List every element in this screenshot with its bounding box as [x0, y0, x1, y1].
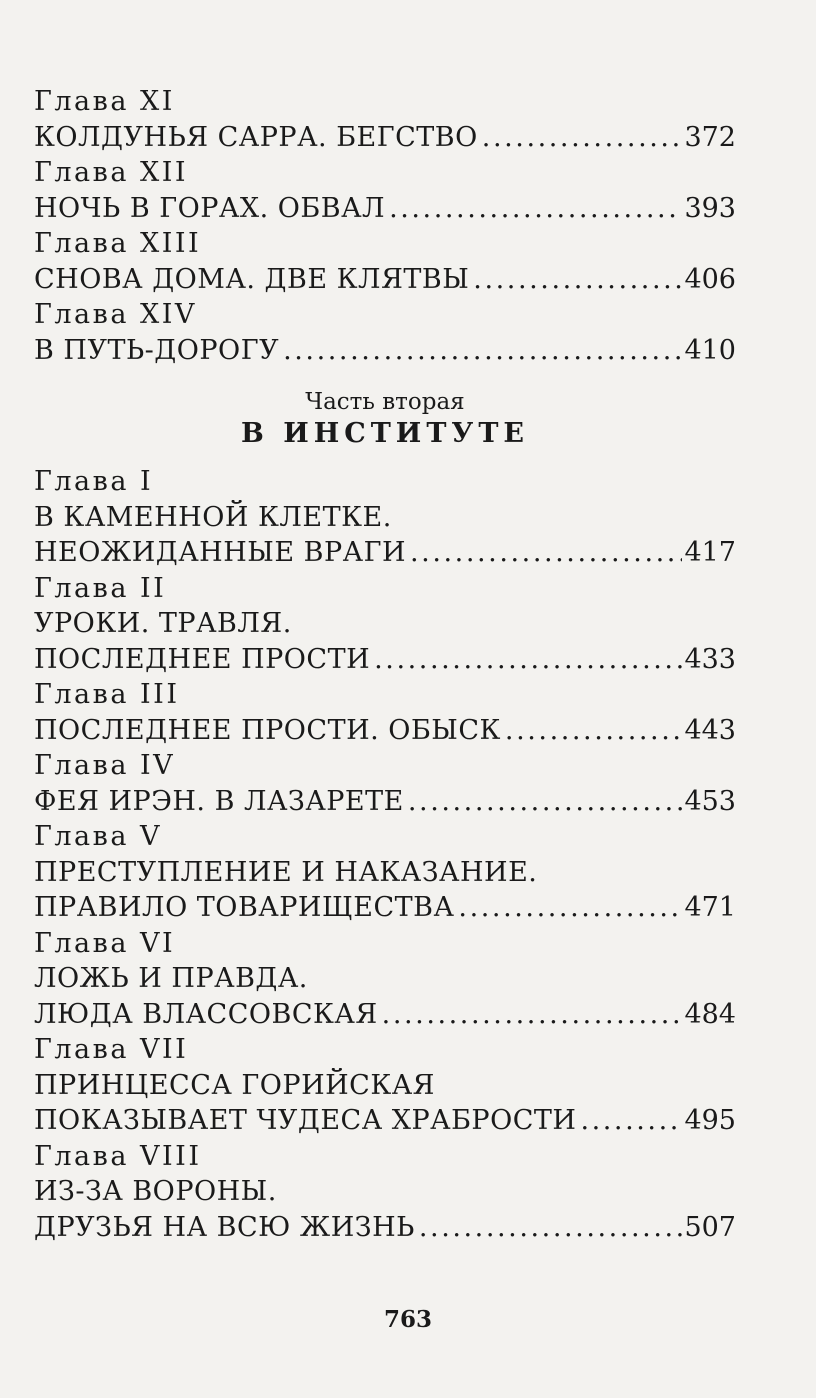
toc-entry	[34, 535, 736, 571]
part-two-entries	[34, 464, 736, 1245]
toc-entry	[34, 890, 736, 926]
page-ref: 410	[684, 334, 736, 366]
chapter-heading: Глава II	[34, 572, 167, 604]
page-ref: 417	[684, 537, 736, 568]
toc-entry	[34, 262, 736, 298]
chapter-title: ПРАВИЛО ТОВАРИЩЕСТВА	[34, 892, 455, 923]
chapter-title: ФЕЯ ИРЭН. В ЛАЗАРЕТЕ	[34, 785, 404, 817]
page-ref: 484	[684, 998, 736, 1030]
dot-leader	[385, 191, 682, 227]
toc-entry	[34, 784, 736, 820]
chapter-title: ПОСЛЕДНЕЕ ПРОСТИ	[34, 643, 371, 675]
dot-leader	[454, 890, 682, 926]
dot-leader	[576, 1103, 682, 1139]
chapter-heading: Глава IV	[34, 750, 176, 781]
dot-leader	[501, 713, 683, 749]
chapter-title: КОЛДУНЬЯ САРРА. БЕГСТВО	[34, 121, 478, 153]
dot-leader	[469, 262, 682, 298]
chapter-title-line: ЛОЖЬ И ПРАВДА.	[34, 963, 308, 994]
toc-entry	[34, 1210, 736, 1246]
toc-entry	[34, 191, 736, 227]
chapter-title: СНОВА ДОМА. ДВЕ КЛЯТВЫ	[34, 263, 470, 295]
chapter-heading: Глава III	[34, 679, 180, 710]
chapter-title-line: ПРИНЦЕССА ГОРИЙСКАЯ	[34, 1069, 435, 1101]
table-of-contents	[34, 84, 736, 1245]
chapter-title: НЕОЖИДАННЫЕ ВРАГИ	[34, 537, 406, 568]
chapter-title: ДРУЗЬЯ НА ВСЮ ЖИЗНЬ	[34, 1211, 415, 1243]
chapter-title-line: В КАМЕННОЙ КЛЕТКЕ.	[34, 501, 392, 533]
chapter-title: ПОСЛЕДНЕЕ ПРОСТИ. ОБЫСК	[34, 714, 501, 746]
dot-leader	[406, 535, 682, 571]
dot-leader	[478, 120, 683, 156]
toc-entry	[34, 120, 736, 156]
dot-leader	[378, 997, 683, 1033]
dot-leader	[370, 642, 682, 678]
page-ref: 507	[684, 1211, 736, 1243]
page-ref: 372	[684, 121, 736, 153]
dot-leader	[404, 784, 683, 820]
part-title: В ИНСТИТУТЕ	[240, 418, 529, 449]
page-ref: 443	[684, 714, 736, 746]
part-label: Часть вторая	[305, 389, 465, 415]
page-ref: 453	[684, 785, 736, 817]
chapter-heading: Глава I	[34, 466, 154, 497]
toc-entry	[34, 1103, 736, 1139]
page-ref: 433	[684, 643, 736, 675]
toc-entry	[34, 997, 736, 1033]
page-ref: 471	[684, 892, 736, 923]
chapter-title-line: ИЗ-ЗА ВОРОНЫ.	[34, 1176, 277, 1207]
toc-entry	[34, 642, 736, 678]
toc-entry	[34, 333, 736, 369]
chapter-heading: Глава VI	[34, 927, 176, 959]
chapter-title: ПОКАЗЫВАЕТ ЧУДЕСА ХРАБРОСТИ	[34, 1105, 577, 1136]
page-ref: 495	[684, 1105, 736, 1136]
page-ref: 406	[684, 263, 736, 295]
chapter-title-line: ПРЕСТУПЛЕНИЕ И НАКАЗАНИЕ.	[34, 856, 538, 888]
chapter-heading: Глава VII	[34, 1034, 189, 1065]
dot-leader	[279, 333, 682, 369]
chapter-heading: Глава XIII	[34, 228, 202, 259]
chapter-heading: Глава XIV	[34, 299, 197, 330]
toc-entry	[34, 713, 736, 749]
dot-leader	[415, 1210, 683, 1246]
chapter-title: В ПУТЬ-ДОРОГУ	[34, 334, 280, 366]
chapter-heading: Глава XI	[34, 86, 175, 117]
chapter-title-line: УРОКИ. ТРАВЛЯ.	[34, 608, 292, 639]
chapter-heading: Глава XII	[34, 157, 189, 188]
page-ref: 393	[684, 192, 736, 224]
part-one-entries	[34, 84, 736, 368]
chapter-heading: Глава V	[34, 821, 163, 852]
page-number: 763	[383, 1306, 432, 1333]
chapter-title: ЛЮДА ВЛАССОВСКАЯ	[34, 998, 378, 1030]
chapter-title: НОЧЬ В ГОРАХ. ОБВАЛ	[34, 192, 386, 224]
chapter-heading: Глава VIII	[34, 1140, 202, 1172]
